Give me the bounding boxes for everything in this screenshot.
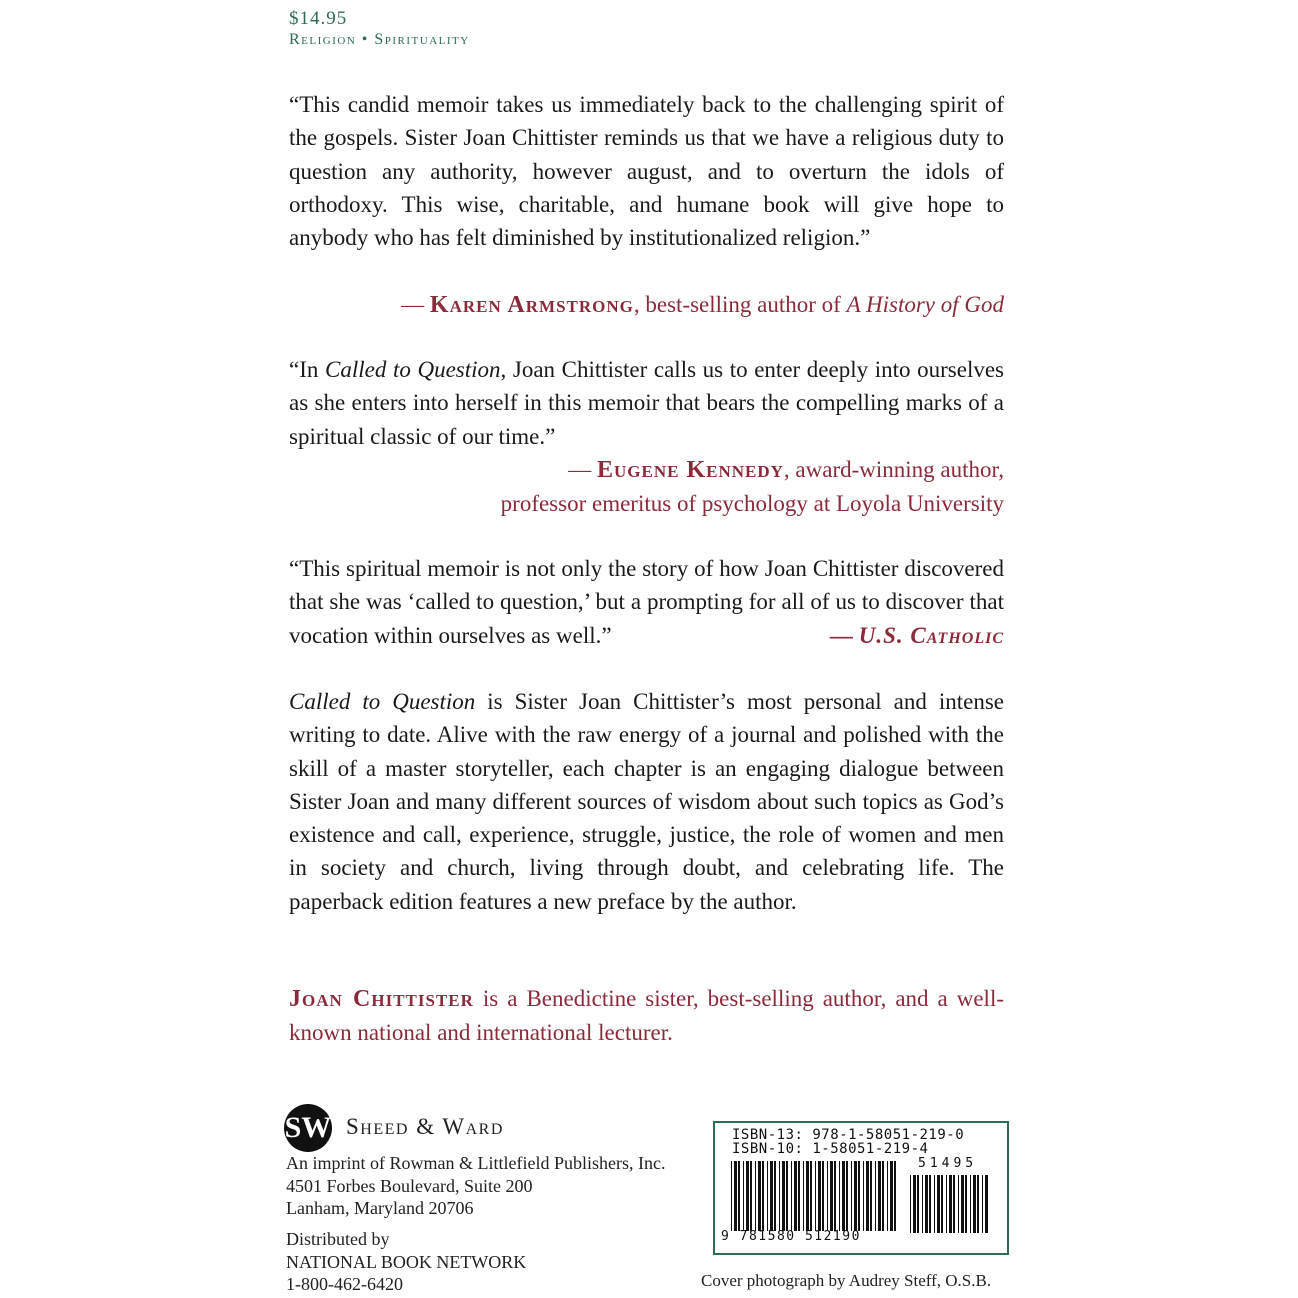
barcode-bar: [798, 1161, 800, 1231]
distributor-name: NATIONAL BOOK NETWORK: [286, 1251, 527, 1272]
barcode-panel: [713, 1121, 1009, 1255]
barcode-bar: [970, 1175, 971, 1233]
barcode-bar: [985, 1175, 988, 1233]
barcode-digits: 9 781580 512190: [721, 1229, 861, 1244]
barcode-bar: [818, 1161, 821, 1231]
author-bio: [289, 982, 1004, 1050]
barcode-bar: [894, 1161, 896, 1231]
barcode-bar: [834, 1161, 836, 1231]
imprint-line: An imprint of Rowman & Littlefield Publishers, Inc.: [286, 1153, 666, 1173]
quote-text: , Joan Chittister calls us to enter deeply into ourselves as she enters into herself in this memoir that bears the compelling marks of a spiritual classic of our time.”: [289, 357, 1004, 449]
barcode-bar: [965, 1175, 967, 1233]
barcode-bar: [851, 1161, 852, 1231]
barcode-bar: [755, 1161, 756, 1231]
author-desc: , award-winning author,: [783, 457, 1004, 482]
author-name: Karen Armstrong: [429, 292, 634, 318]
barcode-main: [731, 1161, 901, 1231]
barcode-bar: [946, 1175, 947, 1233]
isbn10: ISBN-10: 1-58051-219-4: [732, 1141, 929, 1157]
barcode-bar: [762, 1161, 764, 1231]
barcode-bar: [941, 1175, 943, 1233]
barcode-bar: [977, 1175, 979, 1233]
barcode-bar: [770, 1161, 773, 1231]
bio-text: is a Benedictine sister, best-selling author, and a well-known national and international lecturer.: [289, 986, 1004, 1046]
barcode-bar: [822, 1161, 824, 1231]
attribution-kennedy: [289, 453, 1004, 521]
author-name: Joan Chittister: [289, 986, 474, 1012]
barcode-bar: [782, 1161, 785, 1231]
barcode-bar: [746, 1161, 749, 1231]
barcode-bar: [731, 1161, 732, 1231]
book-title: Called to Question: [289, 689, 476, 714]
barcode-bar: [937, 1175, 940, 1233]
attribution-armstrong: [289, 288, 1004, 322]
barcode-bar: [794, 1161, 797, 1231]
quote-text: “This spiritual memoir is not only the story of how Joan Chittister discovered that she was ‘called to question,’ but a prompting for all of us to discover that vocation within ourselves as well.”: [289, 556, 1004, 648]
barcode-bar: [890, 1161, 893, 1231]
barcode-bar: [982, 1175, 983, 1233]
barcode-bar: [806, 1161, 809, 1231]
quote-armstrong: [289, 88, 1004, 254]
dash: —: [401, 292, 425, 317]
description-text: is Sister Joan Chittister’s most personal and intense writing to date. Alive with the raw energy of a journal and polished with the skill of a master storyteller, each chapter is an engaging dialogue between Sister Joan and many different sources of wisdom about such topics as God’s existence and call, experience, struggle, justice, the role of women and men in society and church, living through doubt, and celebrating life. The paperback edition features a new preface by the author.: [289, 689, 1004, 914]
barcode-bar: [973, 1175, 976, 1233]
barcode-bar: [743, 1161, 744, 1231]
author-desc: , best-selling author of: [633, 292, 847, 317]
barcode-bar: [953, 1175, 955, 1233]
source-attribution: [830, 619, 1004, 652]
dash: —: [568, 457, 592, 482]
barcode-bar: [854, 1161, 857, 1231]
barcode-bar: [779, 1161, 780, 1231]
barcode-bar: [758, 1161, 761, 1231]
distributor-info: [286, 1228, 526, 1296]
photo-credit: Cover photograph by Audrey Steff, O.S.B.: [701, 1271, 992, 1290]
book-title: A History of God: [846, 292, 1004, 317]
barcode-bar: [887, 1161, 888, 1231]
author-name: Eugene Kennedy: [597, 457, 784, 483]
barcode-bar: [810, 1161, 812, 1231]
barcode-bar: [767, 1161, 768, 1231]
barcode-bar: [910, 1175, 911, 1233]
barcode-bar: [846, 1161, 848, 1231]
barcode-bar: [917, 1175, 919, 1233]
publisher-address: [286, 1152, 665, 1220]
barcode-bar: [870, 1161, 872, 1231]
barcode-bar: [830, 1161, 833, 1231]
barcode-bar: [922, 1175, 923, 1233]
barcode-bar: [815, 1161, 816, 1231]
barcode-bar: [750, 1161, 752, 1231]
publisher-name: Sheed & Ward: [346, 1114, 504, 1139]
barcode-bar: [774, 1161, 776, 1231]
quote-us-catholic: [289, 552, 1004, 652]
barcode-bar: [827, 1161, 828, 1231]
quote-text: “This candid memoir takes us immediately back to the challenging spirit of the gospels. Sister Joan Chittister reminds us that we have a religious duty to question any authority, however august, and to overturn the idols of orthodoxy. This wise, charitable, and humane book will give hope to anybody who has felt diminished by institutionalized religion.”: [289, 92, 1004, 251]
quote-kennedy: [289, 353, 1004, 453]
barcode-bar: [791, 1161, 792, 1231]
barcode-bar: [882, 1161, 884, 1231]
barcode-bar: [878, 1161, 881, 1231]
publisher-logo: SW: [284, 1104, 332, 1152]
barcode-bar: [803, 1161, 804, 1231]
barcode-bar: [934, 1175, 935, 1233]
barcode-bar: [875, 1161, 876, 1231]
distributor-label: Distributed by: [286, 1229, 390, 1249]
source-name: U.S. Catholic: [858, 622, 1004, 648]
barcode-bar: [913, 1175, 916, 1233]
barcode-bar: [949, 1175, 952, 1233]
barcode-bar: [929, 1175, 931, 1233]
distributor-phone: 1-800-462-6420: [286, 1274, 403, 1294]
author-desc-2: professor emeritus of psychology at Loyola University: [500, 491, 1004, 517]
barcode-bar: [858, 1161, 860, 1231]
isbn13: ISBN-13: 978-1-58051-219-0: [732, 1127, 965, 1143]
barcode-bar: [958, 1175, 959, 1233]
barcode-bar: [925, 1175, 928, 1233]
city-line: Lanham, Maryland 20706: [286, 1198, 474, 1218]
barcode-addon: [910, 1175, 990, 1233]
address-line: 4501 Forbes Boulevard, Suite 200: [286, 1175, 533, 1196]
quote-open: “In: [289, 357, 325, 382]
barcode-bar: [786, 1161, 788, 1231]
barcode-bar: [866, 1161, 869, 1231]
barcode-bar: [961, 1175, 964, 1233]
barcode-bar: [839, 1161, 840, 1231]
barcode-bar: [738, 1161, 740, 1231]
barcode-bar: [842, 1161, 845, 1231]
barcode-bar: [863, 1161, 864, 1231]
barcode-addon-digits: 51495: [918, 1156, 978, 1171]
category-label: Religion • Spirituality: [289, 31, 470, 48]
barcode-bar: [734, 1161, 737, 1231]
book-title: Called to Question: [325, 357, 501, 382]
dash: —: [830, 622, 854, 648]
price: $14.95: [289, 8, 348, 29]
book-description: [289, 685, 1004, 918]
